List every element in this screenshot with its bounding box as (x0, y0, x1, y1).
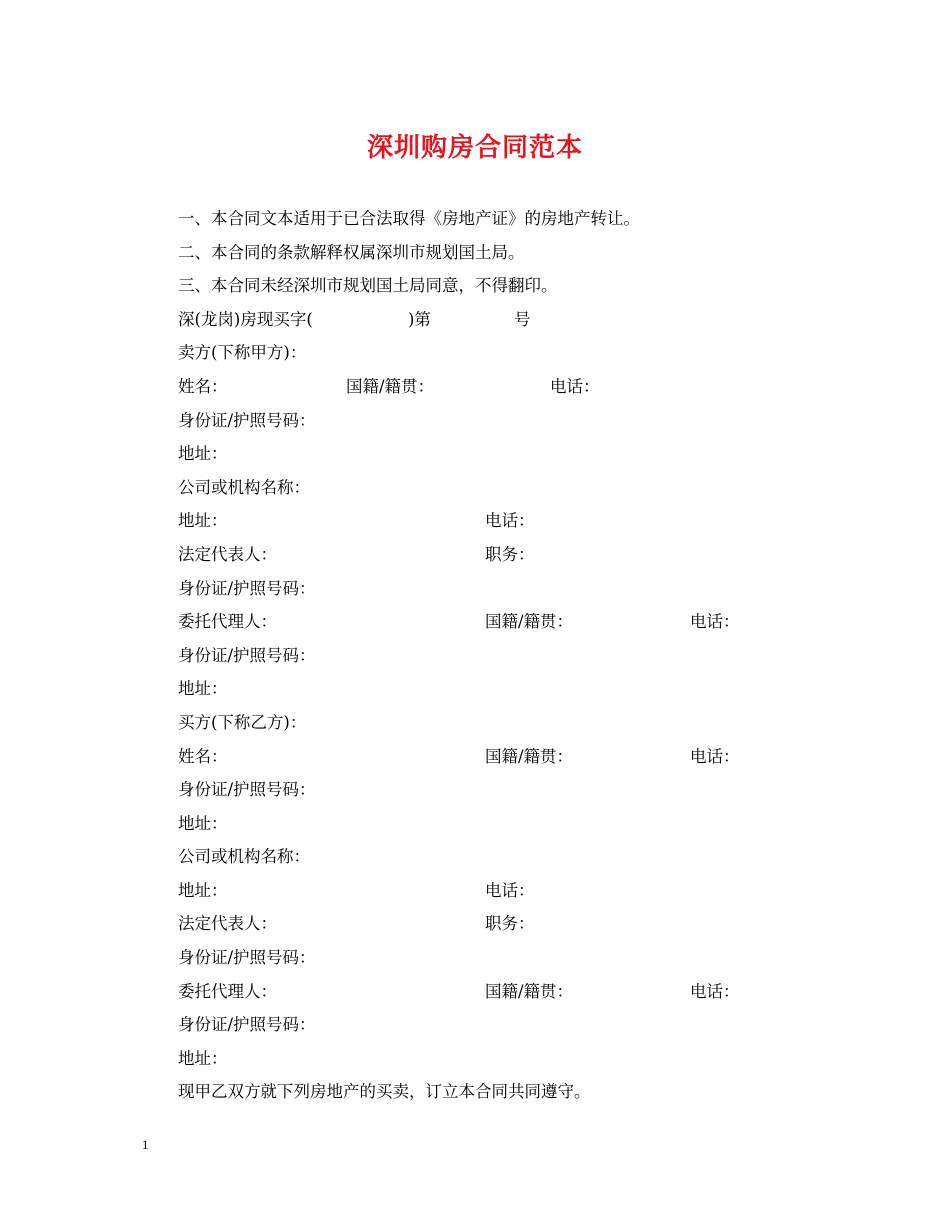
contract-number-suffix: 号 (514, 309, 531, 329)
note-line-2 (178, 236, 818, 270)
buyer-company-address-label: 地址： (178, 880, 228, 900)
buyer-heading: 买方(下称乙方)： (178, 712, 307, 732)
buyer-agent-nationality-label: 国籍/籍贯： (485, 981, 574, 1001)
buyer-legal-rep-id-label: 身份证/护照号码： (178, 948, 316, 968)
seller-legal-rep-id-label: 身份证/护照号码： (178, 578, 316, 598)
seller-heading: 卖方(下称甲方)： (178, 343, 307, 363)
seller-legal-rep-label: 法定代表人： (178, 544, 277, 564)
buyer-company-address-line (178, 874, 818, 908)
seller-heading-line (178, 336, 818, 370)
buyer-position-label: 职务： (485, 914, 535, 934)
seller-position-label: 职务： (485, 544, 535, 564)
buyer-company-line (178, 840, 818, 874)
seller-company-label: 公司或机构名称： (178, 477, 310, 497)
buyer-phone-label: 电话： (690, 746, 740, 766)
buyer-name-line (178, 740, 818, 774)
buyer-agent-line (178, 975, 818, 1009)
buyer-company-label: 公司或机构名称： (178, 847, 310, 867)
buyer-legal-rep-line (178, 907, 818, 941)
note-line-1 (178, 202, 818, 236)
buyer-agent-address-label: 地址： (178, 1048, 228, 1068)
page-number: 1 (142, 1137, 149, 1152)
buyer-legal-rep-id-line (178, 941, 818, 975)
buyer-address-label: 地址： (178, 813, 228, 833)
seller-agent-label: 委托代理人： (178, 612, 277, 632)
buyer-id-label: 身份证/护照号码： (178, 780, 316, 800)
seller-phone-label: 电话： (550, 376, 600, 396)
contract-number-line (178, 303, 818, 337)
buyer-agent-phone-label: 电话： (690, 981, 740, 1001)
seller-agent-phone-label: 电话： (690, 612, 740, 632)
seller-legal-rep-line (178, 538, 818, 572)
buyer-agent-label: 委托代理人： (178, 981, 277, 1001)
seller-legal-rep-id-line (178, 572, 818, 606)
buyer-company-phone-label: 电话： (485, 880, 535, 900)
seller-company-line (178, 471, 818, 505)
seller-agent-id-label: 身份证/护照号码： (178, 645, 316, 665)
document-title: 深圳购房合同范本 (366, 133, 583, 163)
seller-name-label: 姓名： (178, 376, 228, 396)
seller-agent-id-line (178, 639, 818, 673)
seller-company-address-line (178, 504, 818, 538)
buyer-legal-rep-label: 法定代表人： (178, 914, 277, 934)
contract-number-middle: )第 (408, 309, 431, 329)
contract-number-prefix: 深(龙岗)房现买字( (178, 309, 313, 329)
note-3: 三、本合同未经深圳市规划国土局同意，不得翻印。 (178, 276, 558, 296)
seller-company-address-label: 地址： (178, 511, 228, 531)
seller-address-line (178, 437, 818, 471)
buyer-agent-id-label: 身份证/护照号码： (178, 1015, 316, 1035)
note-1: 一、本合同文本适用于已合法取得《房地产证》的房地产转让。 (178, 209, 640, 228)
seller-agent-address-line (178, 672, 818, 706)
closing-line (178, 1075, 818, 1109)
seller-id-line (178, 404, 818, 438)
seller-address-label: 地址： (178, 444, 228, 464)
note-line-3 (178, 269, 818, 303)
document-body (178, 202, 818, 1109)
buyer-name-label: 姓名： (178, 746, 228, 766)
seller-nationality-label: 国籍/籍贯： (346, 376, 435, 396)
seller-name-line (178, 370, 818, 404)
buyer-heading-line (178, 706, 818, 740)
seller-agent-address-label: 地址： (178, 679, 228, 699)
seller-id-label: 身份证/护照号码： (178, 410, 316, 430)
seller-agent-nationality-label: 国籍/籍贯： (485, 612, 574, 632)
closing-statement: 现甲乙双方就下列房地产的买卖，订立本合同共同遵守。 (178, 1082, 591, 1102)
buyer-agent-address-line (178, 1042, 818, 1076)
buyer-address-line (178, 807, 818, 841)
seller-agent-line (178, 605, 818, 639)
buyer-id-line (178, 773, 818, 807)
buyer-agent-id-line (178, 1008, 818, 1042)
seller-company-phone-label: 电话： (485, 511, 535, 531)
buyer-nationality-label: 国籍/籍贯： (485, 746, 574, 766)
note-2: 二、本合同的条款解释权属深圳市规划国土局。 (178, 242, 525, 262)
